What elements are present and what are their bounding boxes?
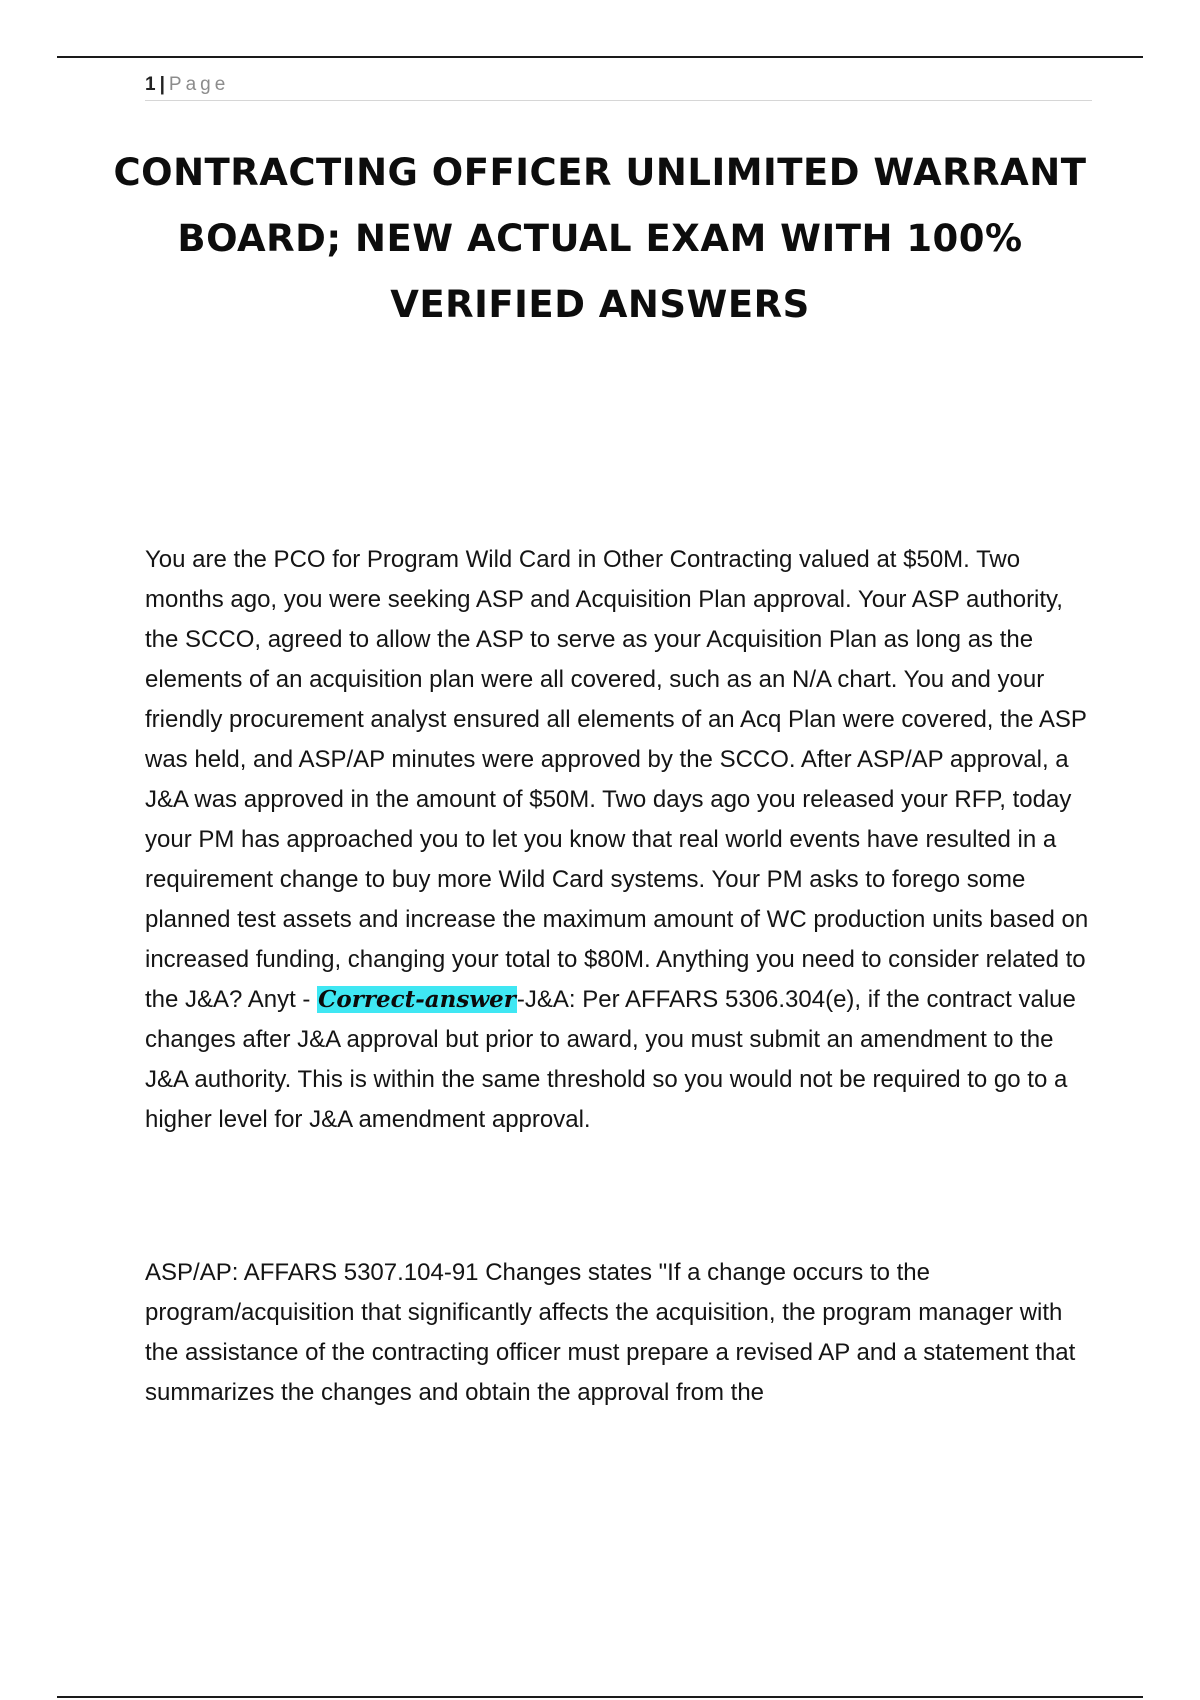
correct-answer-label: Correct-answer (318, 986, 516, 1013)
question-text: You are the PCO for Program Wild Card in Other Contracting valued at $50M. Two months ago, you were seeking ASP and Acquisition Plan approval. Your ASP authority, the SCCO, agreed to allow the ASP to serve as your Acquisition Plan as long as the elements of an acquisition plan were all covered, such as an N/A chart. You and your friendly procurement analyst ensured all elements of an Acq Plan were covered, the ASP was held, and ASP/AP minutes were approved by the SCCO. After ASP/AP approval, a J&A was approved in the amount of $50M. Two days ago you released your RFP, today your PM has approached you to let you know that real world events have resulted in a requirement change to buy more Wild Card systems. Your PM asks to forego some planned test assets and increase the maximum amount of WC production units based on increased funding, changing your total to $80M. Anything you need to consider related to the J&A? Anyt - (145, 546, 1089, 1013)
page-number: 1 (145, 74, 156, 95)
page-label: Page (168, 74, 230, 95)
answer-paragraph-asp-ap: ASP/AP: AFFARS 5307.104-91 Changes states "If a change occurs to the program/acquisition that significantly affects the acquisition, the program manager with the assistance of the contracting officer must prepare a revised AP and a statement that summarizes the changes and obtain the approval from the (145, 1259, 1076, 1406)
question-paragraph (145, 540, 1090, 1140)
answer-text: -J&A: Per AFFARS 5306.304(e), if the contract value changes after J&A approval but prior to award, you must submit an amendment to the J&A authority. This is within the same threshold so you would not be required to go to a higher level for J&A amendment approval. (145, 986, 1076, 1133)
document-title: CONTRACTING OFFICER UNLIMITED WARRANT BOARD; NEW ACTUAL EXAM WITH 100% VERIFIED ANSWERS (113, 151, 1087, 326)
page-header (145, 72, 1092, 101)
page-bottom-rule (57, 1696, 1143, 1698)
page-top-rule (57, 56, 1143, 58)
page-separator: | (159, 74, 165, 95)
